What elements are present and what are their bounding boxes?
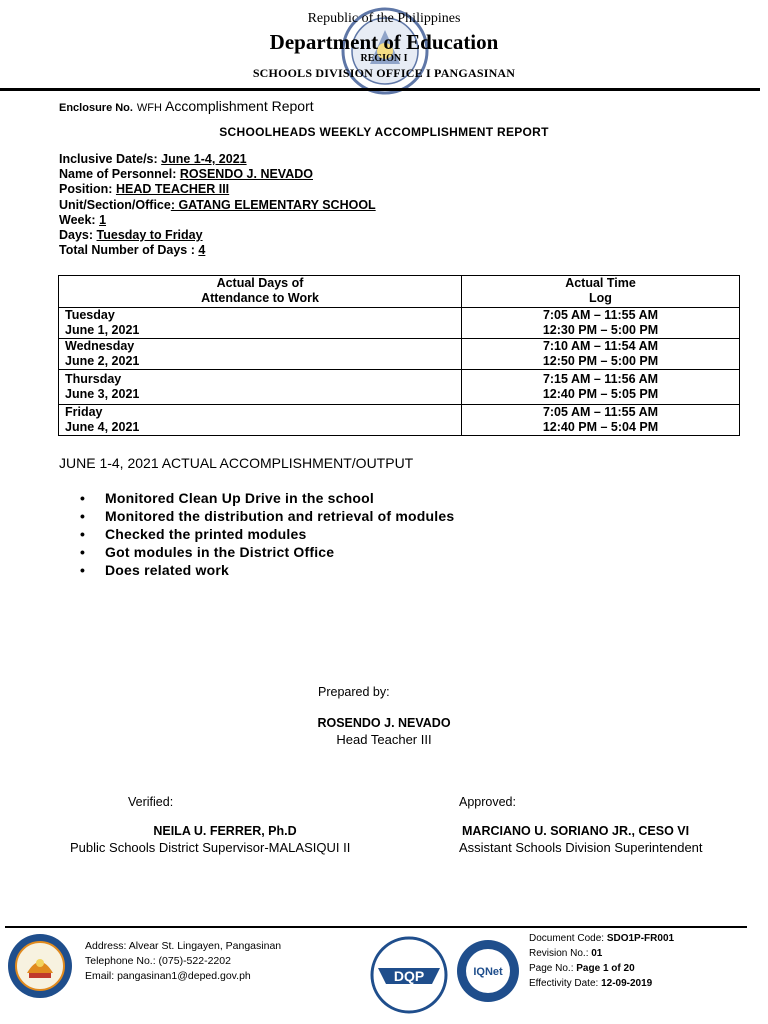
col-header-time-line2: Log xyxy=(589,291,612,305)
approved-label: Approved: xyxy=(459,795,516,809)
iqnet-certification-icon xyxy=(455,938,521,1004)
verifier-position: Public Schools District Supervisor-MALASIQUI II xyxy=(70,840,351,855)
enclosure-text: Accomplishment Report xyxy=(165,98,314,114)
day-date: June 2, 2021 xyxy=(65,354,140,368)
time-am: 7:10 AM – 11:54 AM xyxy=(542,339,659,353)
info-position xyxy=(59,182,229,197)
time-cell xyxy=(462,308,740,339)
approver-position: Assistant Schools Division Superintendent xyxy=(459,840,703,855)
time-am: 7:15 AM – 11:56 AM xyxy=(542,372,659,386)
day-cell xyxy=(59,370,462,405)
info-name xyxy=(59,167,313,182)
footer-email: Email: pangasinan1@deped.gov.ph xyxy=(85,970,251,982)
header-republic: Republic of the Philippines xyxy=(307,11,461,26)
accomplishment-title: JUNE 1-4, 2021 ACTUAL ACCOMPLISHMENT/OUTPUT xyxy=(59,455,414,471)
info-office-label: Unit/Section/Office xyxy=(59,198,171,212)
time-cell xyxy=(462,405,740,436)
day-cell xyxy=(59,405,462,436)
time-am: 7:05 AM – 11:55 AM xyxy=(542,308,659,322)
header-divider xyxy=(0,88,760,91)
info-name-value: ROSENDO J. NEVADO xyxy=(179,167,313,181)
time-cell xyxy=(462,339,740,370)
info-position-label: Position: xyxy=(59,182,113,196)
footer-divider xyxy=(5,926,747,928)
page-label: Page No.: xyxy=(529,963,574,974)
col-header-days xyxy=(59,276,462,308)
doc-code-line xyxy=(529,931,674,946)
footer-contact xyxy=(85,939,281,984)
info-office-value: : GATANG ELEMENTARY SCHOOL xyxy=(170,198,376,212)
time-cell xyxy=(462,370,740,405)
list-item: • Checked the printed modules xyxy=(80,525,454,543)
info-week-label: Week: xyxy=(59,213,96,227)
preparer-name: ROSENDO J. NEVADO xyxy=(317,716,451,730)
footer-telephone: Telephone No.: (075)-522-2202 xyxy=(85,955,231,967)
list-item: • Got modules in the District Office xyxy=(80,543,454,561)
table-row xyxy=(59,308,740,339)
list-item: • Monitored Clean Up Drive in the school xyxy=(80,489,454,507)
day-cell xyxy=(59,308,462,339)
info-total xyxy=(59,243,205,258)
col-header-days-line2: Attendance to Work xyxy=(201,291,319,305)
list-item: • Does related work xyxy=(80,561,454,579)
enclosure-label: Enclosure No. xyxy=(59,102,133,114)
day-name: Wednesday xyxy=(65,339,135,353)
page-line xyxy=(529,961,674,976)
revision-line xyxy=(529,946,674,961)
document-info xyxy=(529,931,674,991)
report-title: SCHOOLHEADS WEEKLY ACCOMPLISHMENT REPORT xyxy=(219,125,549,139)
header-region: REGION I xyxy=(360,53,408,64)
col-header-time-line1: Actual Time xyxy=(565,276,636,290)
accomplishment-list xyxy=(80,489,454,579)
info-dates-label: Inclusive Date/s: xyxy=(59,152,158,166)
day-cell xyxy=(59,339,462,370)
info-total-label: Total Number of Days : xyxy=(59,243,195,257)
effectivity-value: 12-09-2019 xyxy=(601,978,653,989)
table-row xyxy=(59,405,740,436)
time-pm: 12:40 PM – 5:04 PM xyxy=(542,420,659,434)
info-week-value: 1 xyxy=(99,213,107,227)
info-days xyxy=(59,228,203,243)
info-week xyxy=(59,213,106,228)
time-pm: 12:30 PM – 5:00 PM xyxy=(542,323,659,337)
enclosure-tag: WFH xyxy=(136,102,162,114)
verified-label: Verified: xyxy=(128,795,174,809)
time-pm: 12:50 PM – 5:00 PM xyxy=(542,354,659,368)
info-office xyxy=(59,198,376,213)
col-header-time xyxy=(462,276,740,308)
list-item: • Monitored the distribution and retrieval of modules xyxy=(80,507,454,525)
table-row xyxy=(59,370,740,405)
page-value: Page 1 of 20 xyxy=(576,963,635,974)
info-days-label: Days: xyxy=(59,228,94,242)
col-header-days-line1: Actual Days of xyxy=(216,276,304,290)
iqnet-text: IQNet xyxy=(473,966,503,978)
approver-name: MARCIANO U. SORIANO JR., CESO VI xyxy=(462,824,690,838)
info-dates xyxy=(59,152,247,167)
info-dates-value: June 1-4, 2021 xyxy=(161,152,247,166)
day-date: June 1, 2021 xyxy=(65,323,140,337)
table-row xyxy=(59,339,740,370)
preparer-position: Head Teacher III xyxy=(336,732,432,747)
day-name: Thursday xyxy=(65,372,122,386)
info-name-label: Name of Personnel: xyxy=(59,167,177,181)
verifier-name: NEILA U. FERRER, Ph.D xyxy=(153,824,297,838)
table-header-row xyxy=(59,276,740,308)
dqp-text: DQP xyxy=(393,968,425,984)
attendance-table xyxy=(58,275,740,436)
dqp-certification-icon xyxy=(370,936,448,1014)
info-total-value: 4 xyxy=(198,243,206,257)
header-department: Department of Education xyxy=(269,30,499,54)
revision-value: 01 xyxy=(591,948,603,959)
sdo-pangasinan-logo-icon xyxy=(7,933,73,999)
day-date: June 4, 2021 xyxy=(65,420,140,434)
time-am: 7:05 AM – 11:55 AM xyxy=(542,405,659,419)
revision-label: Revision No.: xyxy=(529,948,589,959)
time-pm: 12:40 PM – 5:05 PM xyxy=(542,387,659,401)
day-date: June 3, 2021 xyxy=(65,387,140,401)
day-name: Friday xyxy=(65,405,103,419)
day-name: Tuesday xyxy=(65,308,115,322)
info-days-value: Tuesday to Friday xyxy=(96,228,203,242)
effectivity-label: Effectivity Date: xyxy=(529,978,599,989)
header-division: SCHOOLS DIVISION OFFICE I PANGASINAN xyxy=(252,66,516,80)
prepared-by-label: Prepared by: xyxy=(318,685,390,699)
doc-code-label: Document Code: xyxy=(529,933,605,944)
footer-address: Address: Alvear St. Lingayen, Pangasinan xyxy=(85,940,282,952)
info-position-value: HEAD TEACHER III xyxy=(115,182,230,196)
doc-code-value: SDO1P-FR001 xyxy=(606,933,675,944)
effectivity-line xyxy=(529,976,674,991)
enclosure-line xyxy=(59,98,314,114)
